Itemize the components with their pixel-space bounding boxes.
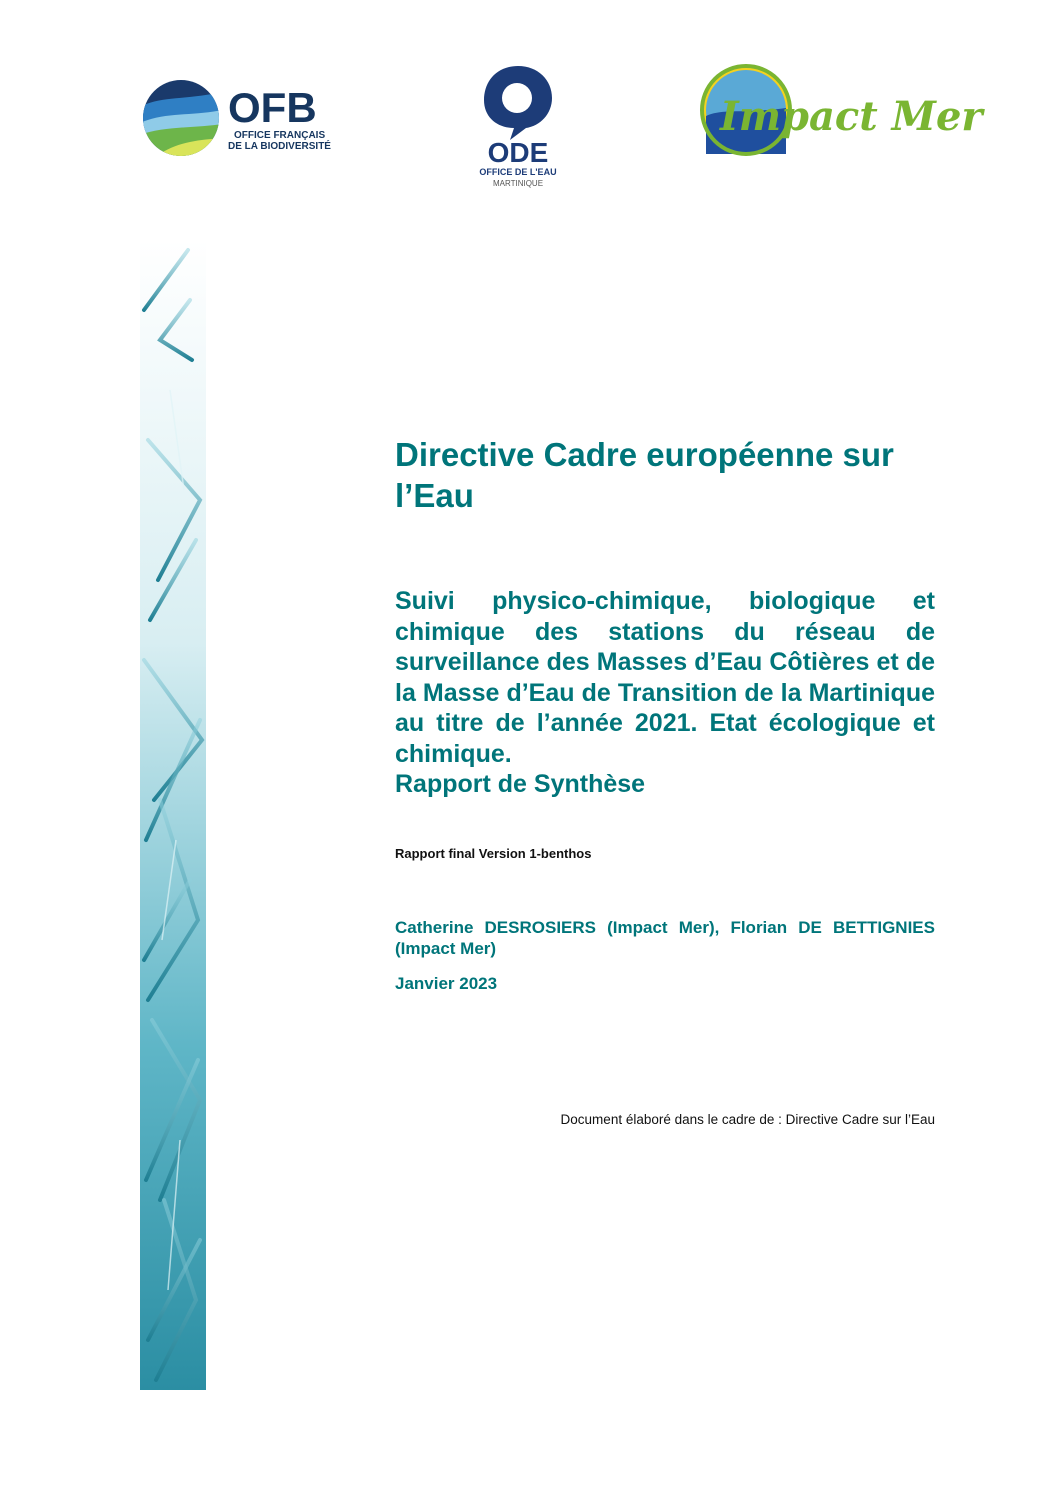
ode-logo-name: ODE [487,137,549,168]
framework-note: Document élaboré dans le cadre de : Directive Cadre sur l’Eau [560,1112,935,1127]
document-subtitle: Suivi physico-chimique, biologique et chimique des stations du réseau de surveillance des Masses d’Eau Côtières et de la Masse d’Eau de Transition de la Martinique au titre de l’année 2021. Etat écologique et chimique. [395,587,935,768]
ofb-logo-line2: DE LA BIODIVERSITÉ [228,141,331,152]
document-subtitle-report-type: Rapport de Synthèse [395,770,646,798]
ode-logo-line2: MARTINIQUE [492,179,544,188]
authors: Catherine DESROSIERS (Impact Mer), Florian DE BETTIGNIES (Impact Mer) [395,918,935,958]
ofb-logo [142,78,342,160]
document-title: Directive Cadre européenne sur l’Eau [395,436,894,514]
ofb-logo-line1: OFFICE FRANÇAIS [234,130,326,141]
ode-logo [470,62,566,192]
impact-mer-logo-name: Impact Mer [720,93,983,140]
report-version: Rapport final Version 1-benthos [395,846,592,861]
seagrass-photo-strip [140,240,206,1390]
report-date: Janvier 2023 [395,974,498,993]
ofb-logo-name: OFB [228,84,317,131]
impact-mer-logo [698,58,983,162]
ode-logo-line1: OFFICE DE L'EAU [479,167,557,177]
